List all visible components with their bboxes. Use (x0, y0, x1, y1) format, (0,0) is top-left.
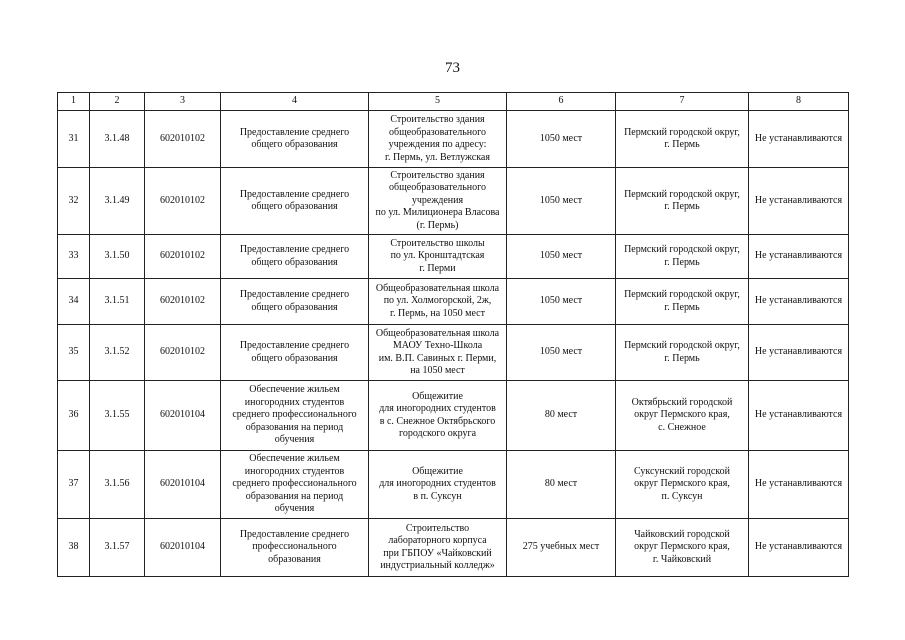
budget-code: 602010104 (145, 381, 221, 451)
location-cell: Чайковский городской округ Пермского края, г. Чайковский (616, 519, 749, 577)
table-row (58, 235, 849, 279)
header-row (58, 93, 849, 111)
item-code: 3.1.56 (90, 451, 145, 519)
item-code: 3.1.55 (90, 381, 145, 451)
capacity-cell: 80 мест (507, 381, 616, 451)
location-cell: Пермский городской округ, г. Пермь (616, 168, 749, 235)
capacity-cell: 1050 мест (507, 168, 616, 235)
row-number: 31 (58, 111, 90, 168)
item-code: 3.1.51 (90, 279, 145, 325)
status-cell: Не устанавливаются (749, 111, 849, 168)
status-cell: Не устанавливаются (749, 519, 849, 577)
column-header: 8 (749, 93, 849, 111)
capacity-cell: 80 мест (507, 451, 616, 519)
page-number: 73 (445, 60, 460, 76)
table-row (58, 279, 849, 325)
location-cell: Пермский городской округ, г. Пермь (616, 325, 749, 381)
object-name-cell: Строительство школы по ул. Кронштадтская г. Перми (369, 235, 507, 279)
location-cell: Октябрьский городской округ Пермского края, с. Снежное (616, 381, 749, 451)
status-cell: Не устанавливаются (749, 325, 849, 381)
status-cell: Не устанавливаются (749, 279, 849, 325)
budget-code: 602010102 (145, 325, 221, 381)
status-cell: Не устанавливаются (749, 168, 849, 235)
object-name-cell: Строительство здания общеобразовательного учреждения по адресу: г. Пермь, ул. Ветлужская (369, 111, 507, 168)
capacity-cell: 1050 мест (507, 325, 616, 381)
status-cell: Не устанавливаются (749, 235, 849, 279)
capacity-cell: 1050 мест (507, 111, 616, 168)
status-cell: Не устанавливаются (749, 451, 849, 519)
object-name-cell: Строительство лабораторного корпуса при ГБПОУ «Чайковский индустриальный колледж» (369, 519, 507, 577)
budget-code: 602010104 (145, 519, 221, 577)
purpose-cell: Предоставление среднего общего образования (221, 279, 369, 325)
capacity-cell: 275 учебных мест (507, 519, 616, 577)
table-row (58, 111, 849, 168)
row-number: 32 (58, 168, 90, 235)
item-code: 3.1.57 (90, 519, 145, 577)
item-code: 3.1.50 (90, 235, 145, 279)
item-code: 3.1.52 (90, 325, 145, 381)
location-cell: Пермский городской округ, г. Пермь (616, 279, 749, 325)
purpose-cell: Предоставление среднего общего образования (221, 111, 369, 168)
row-number: 33 (58, 235, 90, 279)
column-header: 7 (616, 93, 749, 111)
status-cell: Не устанавливаются (749, 381, 849, 451)
purpose-cell: Предоставление среднего общего образования (221, 235, 369, 279)
table-row (58, 168, 849, 235)
table-row (58, 451, 849, 519)
item-code: 3.1.49 (90, 168, 145, 235)
location-cell: Пермский городской округ, г. Пермь (616, 235, 749, 279)
budget-code: 602010102 (145, 279, 221, 325)
table-row (58, 381, 849, 451)
column-header: 5 (369, 93, 507, 111)
object-name-cell: Общеобразовательная школа по ул. Холмогорской, 2ж, г. Пермь, на 1050 мест (369, 279, 507, 325)
column-header: 1 (58, 93, 90, 111)
row-number: 38 (58, 519, 90, 577)
purpose-cell: Обеспечение жильем иногородних студентов среднего профессионального образования на период обучения (221, 451, 369, 519)
capacity-cell: 1050 мест (507, 235, 616, 279)
purpose-cell: Обеспечение жильем иногородних студентов среднего профессионального образования на период обучения (221, 381, 369, 451)
object-name-cell: Общеобразовательная школа МАОУ Техно-Школа им. В.П. Савиных г. Перми, на 1050 мест (369, 325, 507, 381)
item-code: 3.1.48 (90, 111, 145, 168)
budget-code: 602010102 (145, 168, 221, 235)
capacity-cell: 1050 мест (507, 279, 616, 325)
row-number: 37 (58, 451, 90, 519)
object-name-cell: Общежитие для иногородних студентов в с. Снежное Октябрьского городского округа (369, 381, 507, 451)
budget-code: 602010102 (145, 235, 221, 279)
table-row (58, 325, 849, 381)
column-header: 2 (90, 93, 145, 111)
purpose-cell: Предоставление среднего общего образования (221, 325, 369, 381)
row-number: 35 (58, 325, 90, 381)
location-cell: Пермский городской округ, г. Пермь (616, 111, 749, 168)
table-row (58, 519, 849, 577)
purpose-cell: Предоставление среднего общего образования (221, 168, 369, 235)
column-header: 3 (145, 93, 221, 111)
row-number: 36 (58, 381, 90, 451)
row-number: 34 (58, 279, 90, 325)
data-table (57, 92, 849, 577)
budget-code: 602010104 (145, 451, 221, 519)
location-cell: Суксунский городской округ Пермского края, п. Суксун (616, 451, 749, 519)
object-name-cell: Строительство здания общеобразовательного учреждения по ул. Милиционера Власова (г. Пермь) (369, 168, 507, 235)
column-header: 4 (221, 93, 369, 111)
purpose-cell: Предоставление среднего профессионального образования (221, 519, 369, 577)
column-header: 6 (507, 93, 616, 111)
budget-code: 602010102 (145, 111, 221, 168)
object-name-cell: Общежитие для иногородних студентов в п. Суксун (369, 451, 507, 519)
